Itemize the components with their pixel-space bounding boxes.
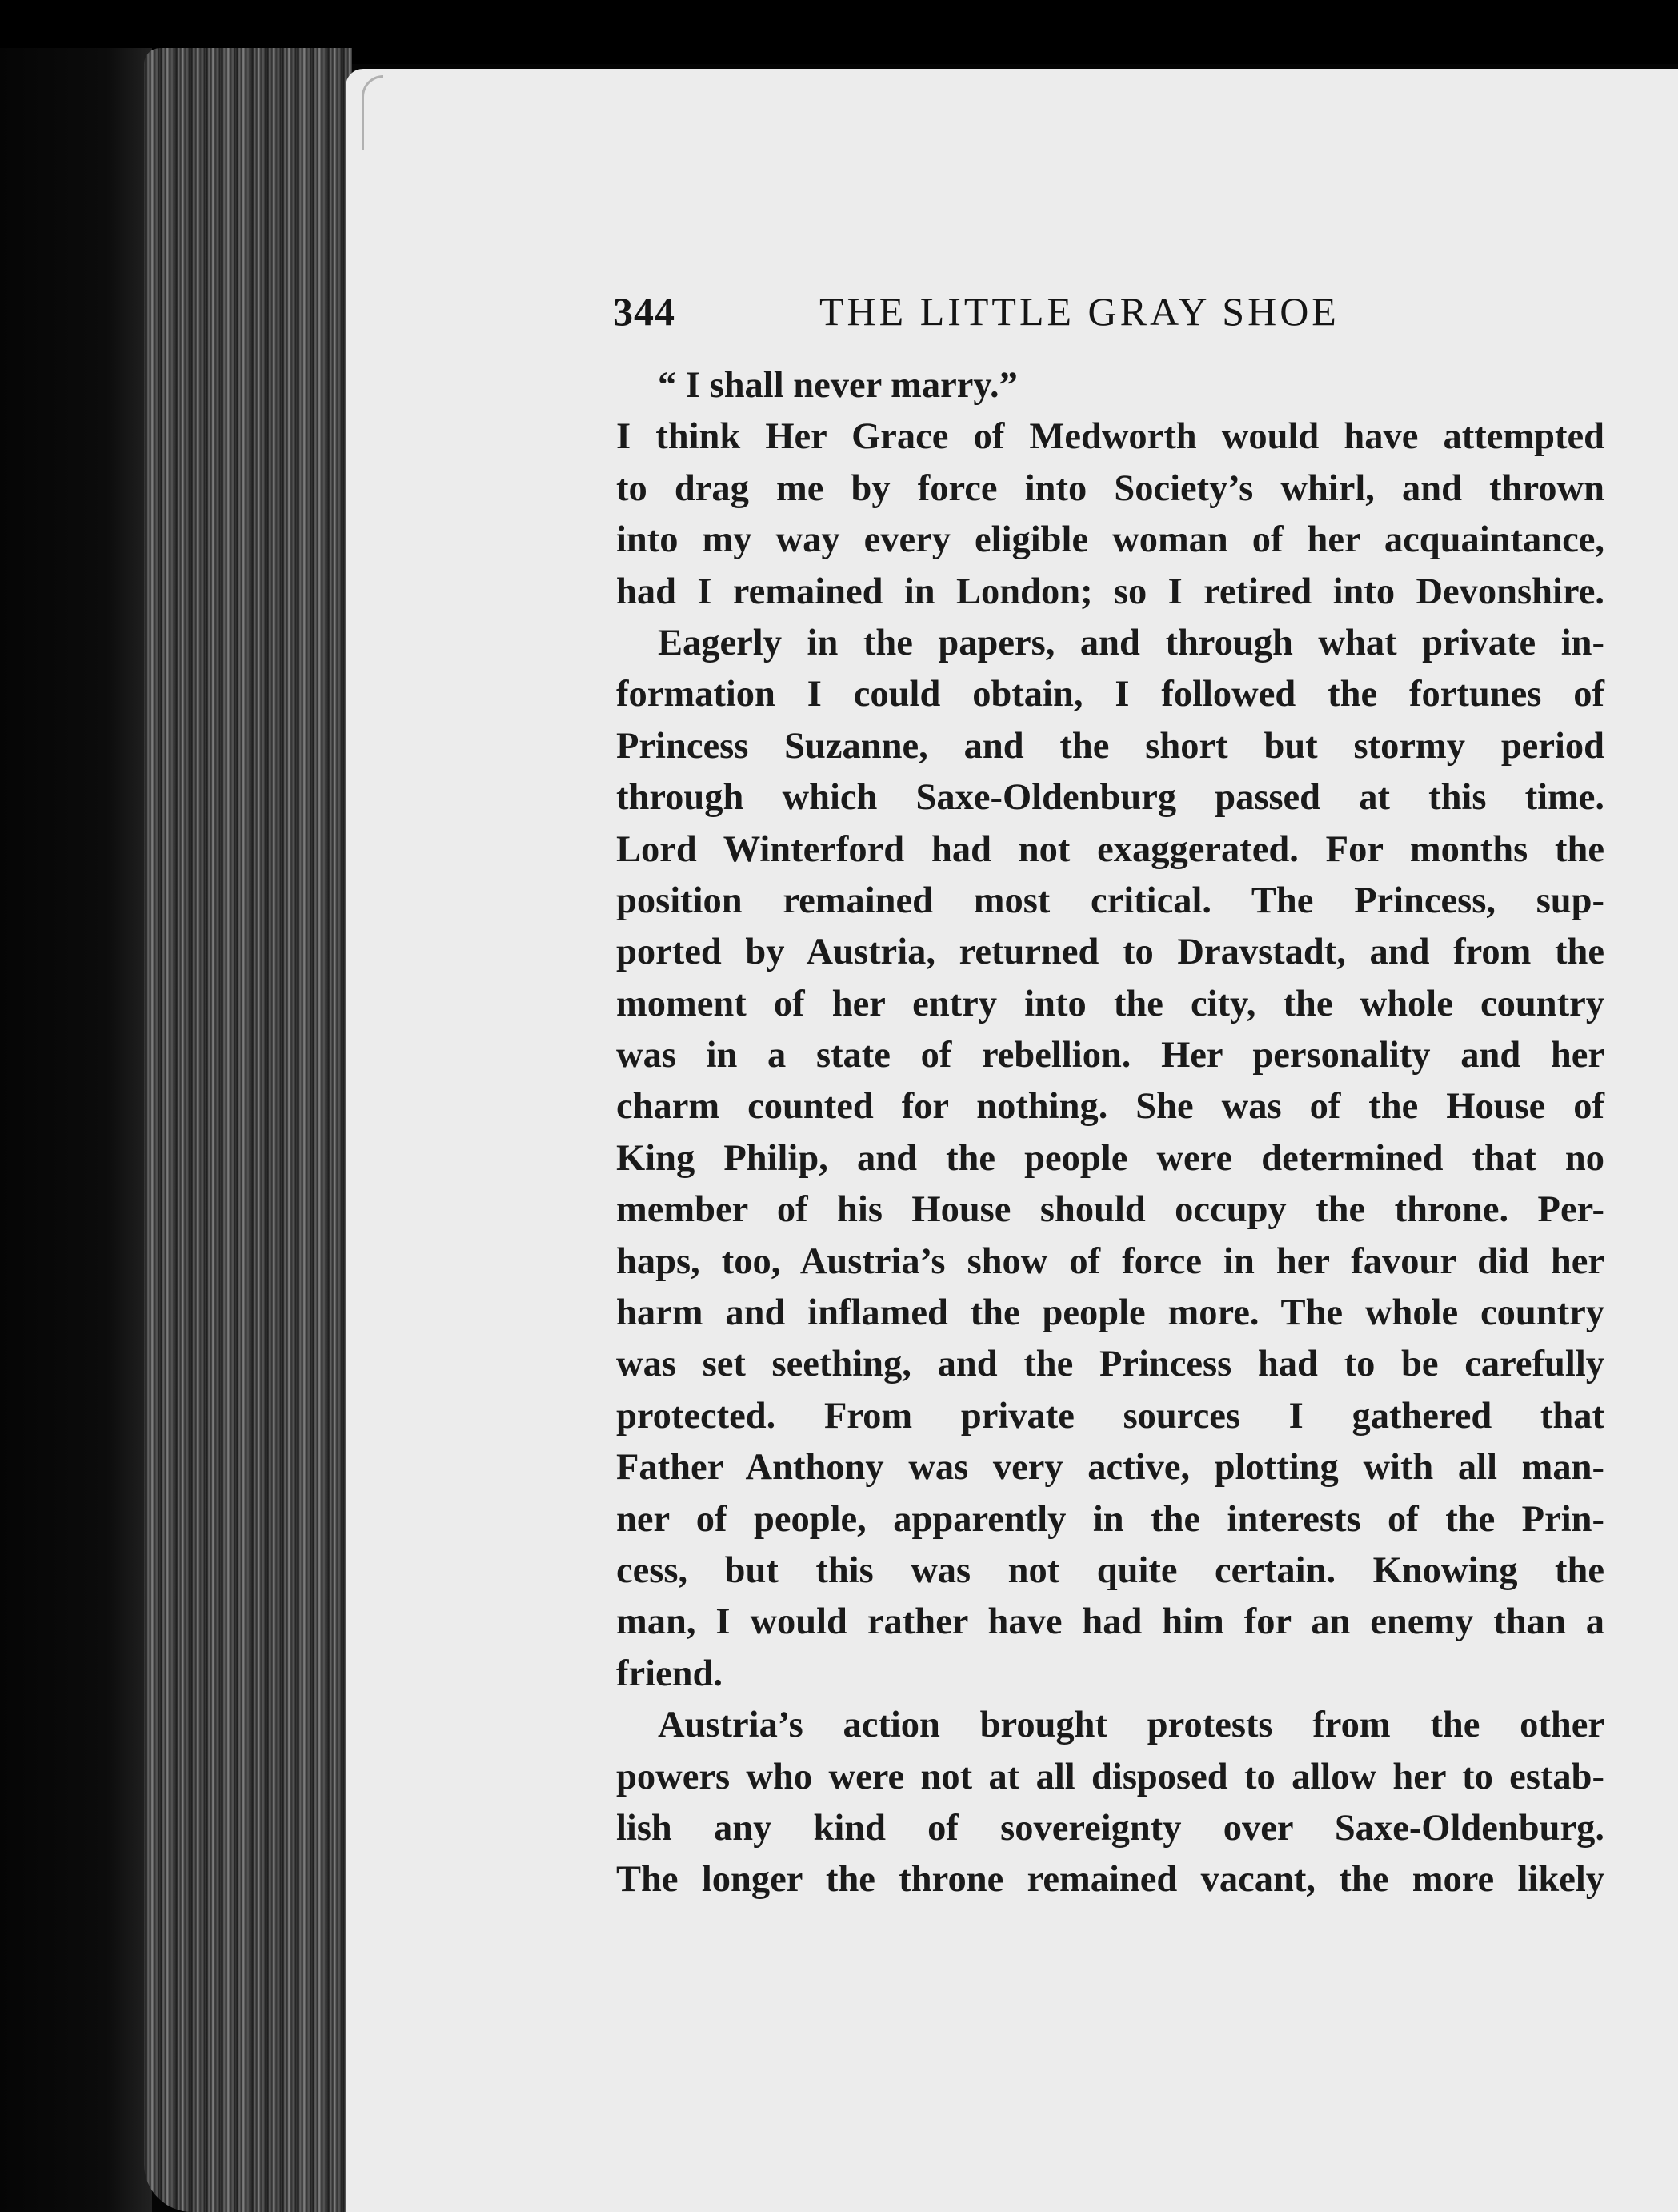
text-line: position remained most critical. The Princess, sup-: [616, 880, 1604, 921]
running-header: [613, 288, 1605, 344]
text-line: Father Anthony was very active, plotting with all man-: [616, 1447, 1604, 1489]
text-line: powers who were not at all disposed to allow her to estab-: [616, 1756, 1604, 1797]
text-line: protected. From private sources I gathered that: [616, 1395, 1604, 1437]
text-line: was in a state of rebellion. Her personality and her: [616, 1035, 1604, 1076]
text-line: member of his House should occupy the throne. Per-: [616, 1189, 1604, 1231]
body-text: [616, 360, 1604, 1906]
text-line: man, I would rather have had him for an enemy than a: [616, 1601, 1604, 1643]
text-line: formation I could obtain, I followed the fortunes of: [616, 674, 1604, 715]
text-line: had I remained in London; so I retired into Devonshire.: [616, 571, 1604, 612]
text-line: into my way every eligible woman of her acquaintance,: [616, 519, 1604, 561]
page-corner-fold: [362, 75, 383, 150]
text-line: ported by Austria, returned to Dravstadt, and from the: [616, 932, 1604, 973]
text-line: was set seething, and the Princess had to be carefully: [616, 1344, 1604, 1385]
text-line: I think Her Grace of Medworth would have attempted: [616, 416, 1604, 458]
text-line: The longer the throne remained vacant, the more likely: [616, 1859, 1604, 1901]
text-line: Austria’s action brought protests from the other: [658, 1705, 1604, 1746]
text-line: “ I shall never marry.”: [658, 365, 1018, 406]
text-line: through which Saxe-Oldenburg passed at this time.: [616, 777, 1604, 819]
page-number: 344: [613, 289, 675, 334]
text-line: Eagerly in the papers, and through what private in-: [658, 622, 1604, 663]
text-line: cess, but this was not quite certain. Knowing the: [616, 1549, 1604, 1591]
text-line: lish any kind of sovereignty over Saxe-Oldenburg.: [616, 1807, 1604, 1849]
text-line: charm counted for nothing. She was of the House of: [616, 1086, 1604, 1128]
text-line: haps, too, Austria’s show of force in her favour did her: [616, 1240, 1604, 1282]
book-page-edges: [144, 48, 352, 2212]
scan-border-left: [0, 48, 152, 2212]
text-line: ner of people, apparently in the interests of the Prin-: [616, 1498, 1604, 1540]
text-line: King Philip, and the people were determined that no: [616, 1137, 1604, 1179]
text-line: harm and inflamed the people more. The whole country: [616, 1292, 1604, 1334]
text-line: friend.: [616, 1653, 723, 1694]
running-title: THE LITTLE GRAY SHOE: [819, 289, 1340, 334]
text-line: Princess Suzanne, and the short but stormy period: [616, 725, 1604, 767]
text-line: moment of her entry into the city, the whole country: [616, 983, 1604, 1024]
text-line: to drag me by force into Society’s whirl, and thrown: [616, 467, 1604, 509]
text-line: Lord Winterford had not exaggerated. For months the: [616, 828, 1604, 870]
